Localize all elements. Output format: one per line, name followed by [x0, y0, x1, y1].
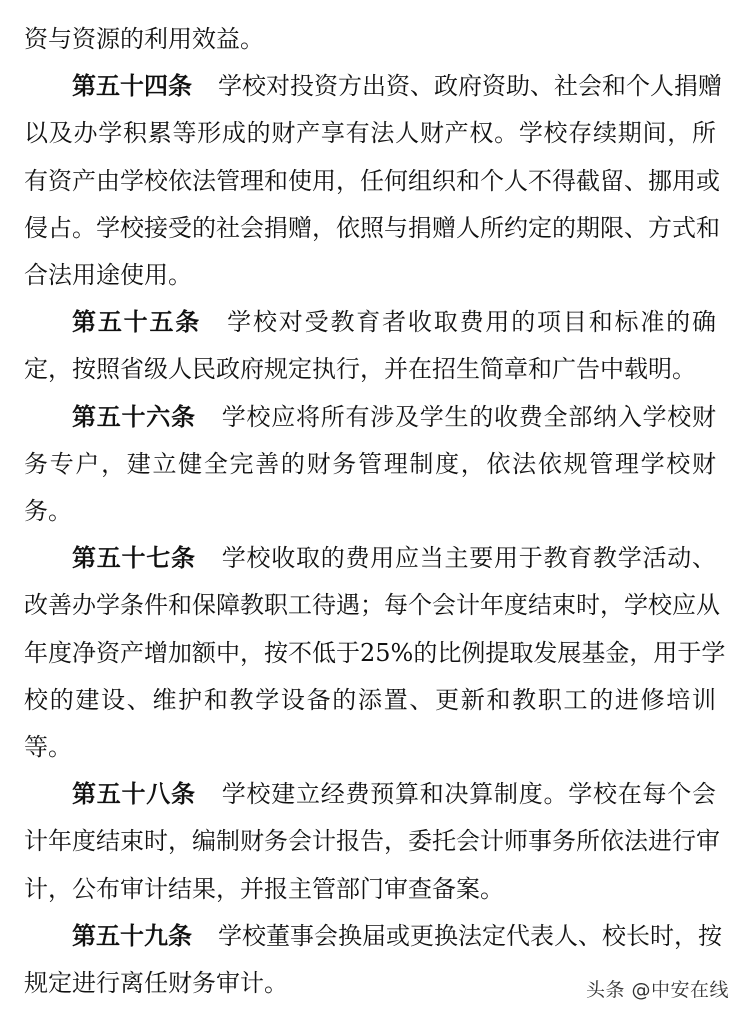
text-line [24, 260, 716, 290]
article-first-line [72, 921, 722, 951]
article-number: 第五十五条 [72, 307, 202, 336]
line-text: 定，按照省级人民政府规定执行，并在招生简章和广告中载明。 [24, 355, 696, 383]
line-text: 改善办学条件和保障教职工待遇；每个会计年度结束时，学校应从 [24, 591, 720, 619]
article-number: 第五十八条 [72, 779, 196, 808]
text-line [24, 354, 716, 384]
line-text: 务。 [24, 497, 72, 525]
text-line [24, 449, 716, 479]
text-line [24, 496, 716, 526]
article-first-line [72, 307, 716, 337]
text-line [24, 590, 720, 620]
text-line [24, 213, 720, 243]
article-number: 第五十四条 [72, 71, 192, 100]
line-text: 有资产由学校依法管理和使用，任何组织和个人不得截留、挪用或 [24, 167, 720, 195]
article-number: 第五十九条 [72, 921, 192, 950]
line-text: 校的建设、维护和教学设备的添置、更新和教职工的进修培训 [24, 686, 716, 714]
text-line [24, 685, 716, 715]
line-text: 侵占。学校接受的社会捐赠，依照与捐赠人所约定的期限、方式和 [24, 214, 720, 242]
text-line [24, 638, 726, 668]
line-text: 学校应将所有涉及学生的收费全部纳入学校财 [221, 403, 716, 431]
line-text: 年度净资产增加额中，按不低于25%的比例提取发展基金，用于学 [24, 639, 726, 667]
line-text: 学校对投资方出资、政府资助、社会和个人捐赠 [218, 72, 722, 100]
text-line [24, 166, 720, 196]
article-first-line [72, 71, 722, 101]
line-text: 资与资源的利用效益。 [24, 25, 264, 53]
article-first-line [72, 543, 716, 573]
article-first-line [72, 779, 716, 809]
line-text: 等。 [24, 733, 72, 761]
line-text: 合法用途使用。 [24, 261, 192, 289]
line-text: 务专户，建立健全完善的财务管理制度，依法依规管理学校财 [24, 450, 716, 478]
text-line [24, 826, 720, 856]
text-line [24, 118, 716, 148]
text-line [24, 874, 716, 904]
line-text: 学校收取的费用应当主要用于教育教学活动、 [221, 544, 716, 572]
article-first-line [72, 402, 716, 432]
line-text: 学校对受教育者收取费用的项目和标准的确 [227, 308, 717, 336]
watermark: 头条 @中安在线 [585, 979, 729, 1001]
line-text: 计，公布审计结果，并报主管部门审查备案。 [24, 875, 504, 903]
line-text: 规定进行离任财务审计。 [24, 969, 288, 997]
article-number: 第五十六条 [72, 402, 196, 431]
line-text: 计年度结束时，编制财务会计报告，委托会计师事务所依法进行审 [24, 827, 720, 855]
text-line [24, 24, 716, 54]
text-line [24, 732, 716, 762]
line-text: 以及办学积累等形成的财产享有法人财产权。学校存续期间，所 [24, 119, 716, 147]
article-number: 第五十七条 [72, 543, 196, 572]
line-text: 学校董事会换届或更换法定代表人、校长时，按 [218, 922, 722, 950]
line-text: 学校建立经费预算和决算制度。学校在每个会 [221, 780, 716, 808]
